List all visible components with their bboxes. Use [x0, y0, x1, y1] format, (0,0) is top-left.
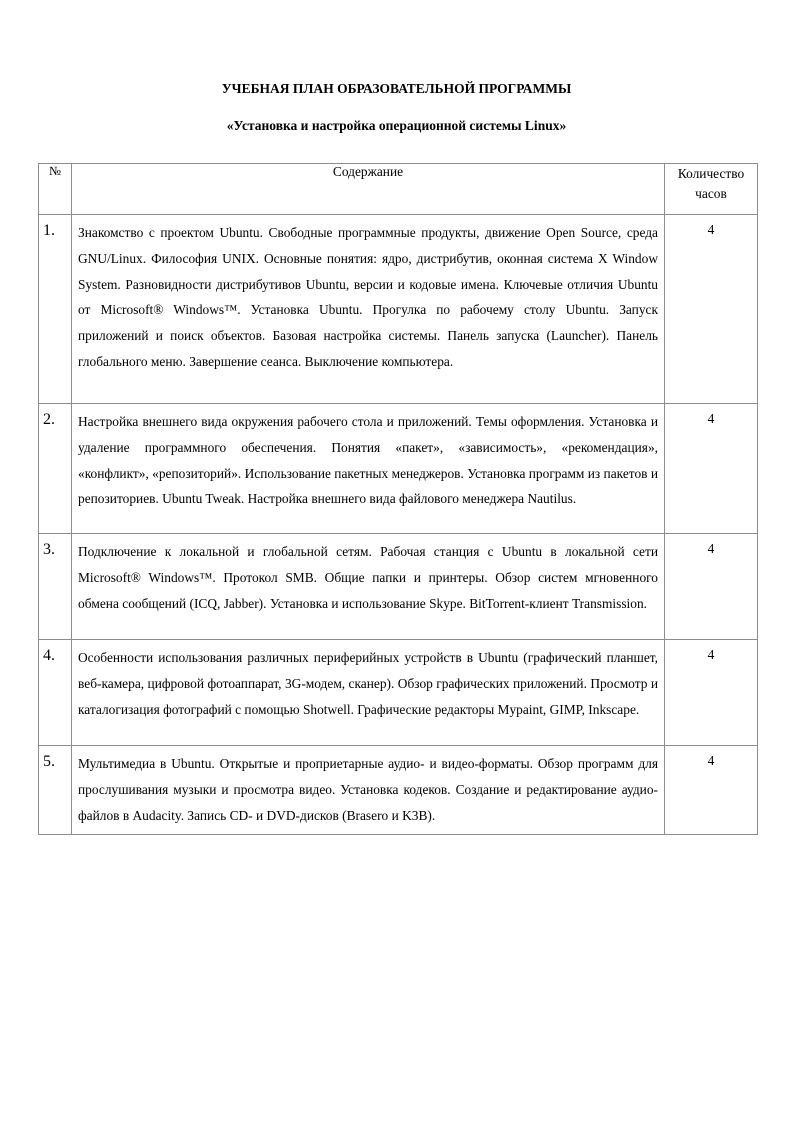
row-hours: 4	[665, 215, 758, 404]
row-hours: 4	[665, 404, 758, 534]
row-content: Подключение к локальной и глобальной сетям. Рабочая станция с Ubuntu в локальной сети Microsoft® Windows™. Протокол SMB. Общие папки и принтеры. Обзор систем мгновенного обмена сообщений (ICQ, Jabber). Установка и использование Skype. BitTorrent-клиент Transmission.	[72, 534, 665, 640]
document-subtitle: «Установка и настройка операционной системы Linux»	[226, 118, 567, 133]
row-number: 3.	[39, 534, 72, 640]
row-content: Особенности использования различных периферийных устройств в Ubuntu (графический планшет, веб-камера, цифровой фотоаппарат, 3G-модем, сканер). Обзор графических приложений. Просмотр и каталогизация фотографий с помощью Shotwell. Графические редакторы Mypaint, GIMP, Inkscape.	[72, 640, 665, 746]
row-number: 2.	[39, 404, 72, 534]
table-row	[39, 640, 758, 746]
row-number: 5.	[39, 746, 72, 835]
row-hours: 4	[665, 746, 758, 835]
row-number: 1.	[39, 215, 72, 404]
table-row	[39, 404, 758, 534]
row-hours: 4	[665, 534, 758, 640]
table-row	[39, 746, 758, 835]
row-hours: 4	[665, 640, 758, 746]
header-number: №	[39, 164, 72, 215]
document-title: УЧЕБНАЯ ПЛАН ОБРАЗОВАТЕЛЬНОЙ ПРОГРАММЫ	[221, 81, 572, 96]
row-content: Мультимедиа в Ubuntu. Открытые и проприетарные аудио- и видео-форматы. Обзор программ для прослушивания музыки и просмотра видео. Установка кодеков. Создание и редактирование аудио-файлов в Audacity. Запись CD- и DVD-дисков (Brasero и K3B).	[72, 746, 665, 835]
header-hours: Количество часов	[665, 164, 758, 215]
header-content: Содержание	[72, 164, 665, 215]
table-header-row	[39, 164, 758, 215]
row-number: 4.	[39, 640, 72, 746]
row-content: Знакомство с проектом Ubuntu. Свободные программные продукты, движение Open Source, среда GNU/Linux. Философия UNIX. Основные понятия: ядро, дистрибутив, оконная система X Window System. Разновидности дистрибутивов Ubuntu, версии и кодовые имена. Ключевые отличия Ubuntu от Microsoft® Windows™. Установка Ubuntu. Прогулка по рабочему столу Ubuntu. Запуск приложений и поиск объектов. Базовая настройка системы. Панель запуска (Launcher). Панель глобального меню. Завершение сеанса. Выключение компьютера.	[72, 215, 665, 404]
table-row	[39, 534, 758, 640]
table-row	[39, 215, 758, 404]
row-content: Настройка внешнего вида окружения рабочего стола и приложений. Темы оформления. Установка и удаление программного обеспечения. Понятия «пакет», «зависимость», «рекомендация», «конфликт», «репозиторий». Использование пакетных менеджеров. Установка программ из пакетов и репозиториев. Ubuntu Tweak. Настройка внешнего вида файлового менеджера Nautilus.	[72, 404, 665, 534]
curriculum-table	[38, 163, 758, 835]
